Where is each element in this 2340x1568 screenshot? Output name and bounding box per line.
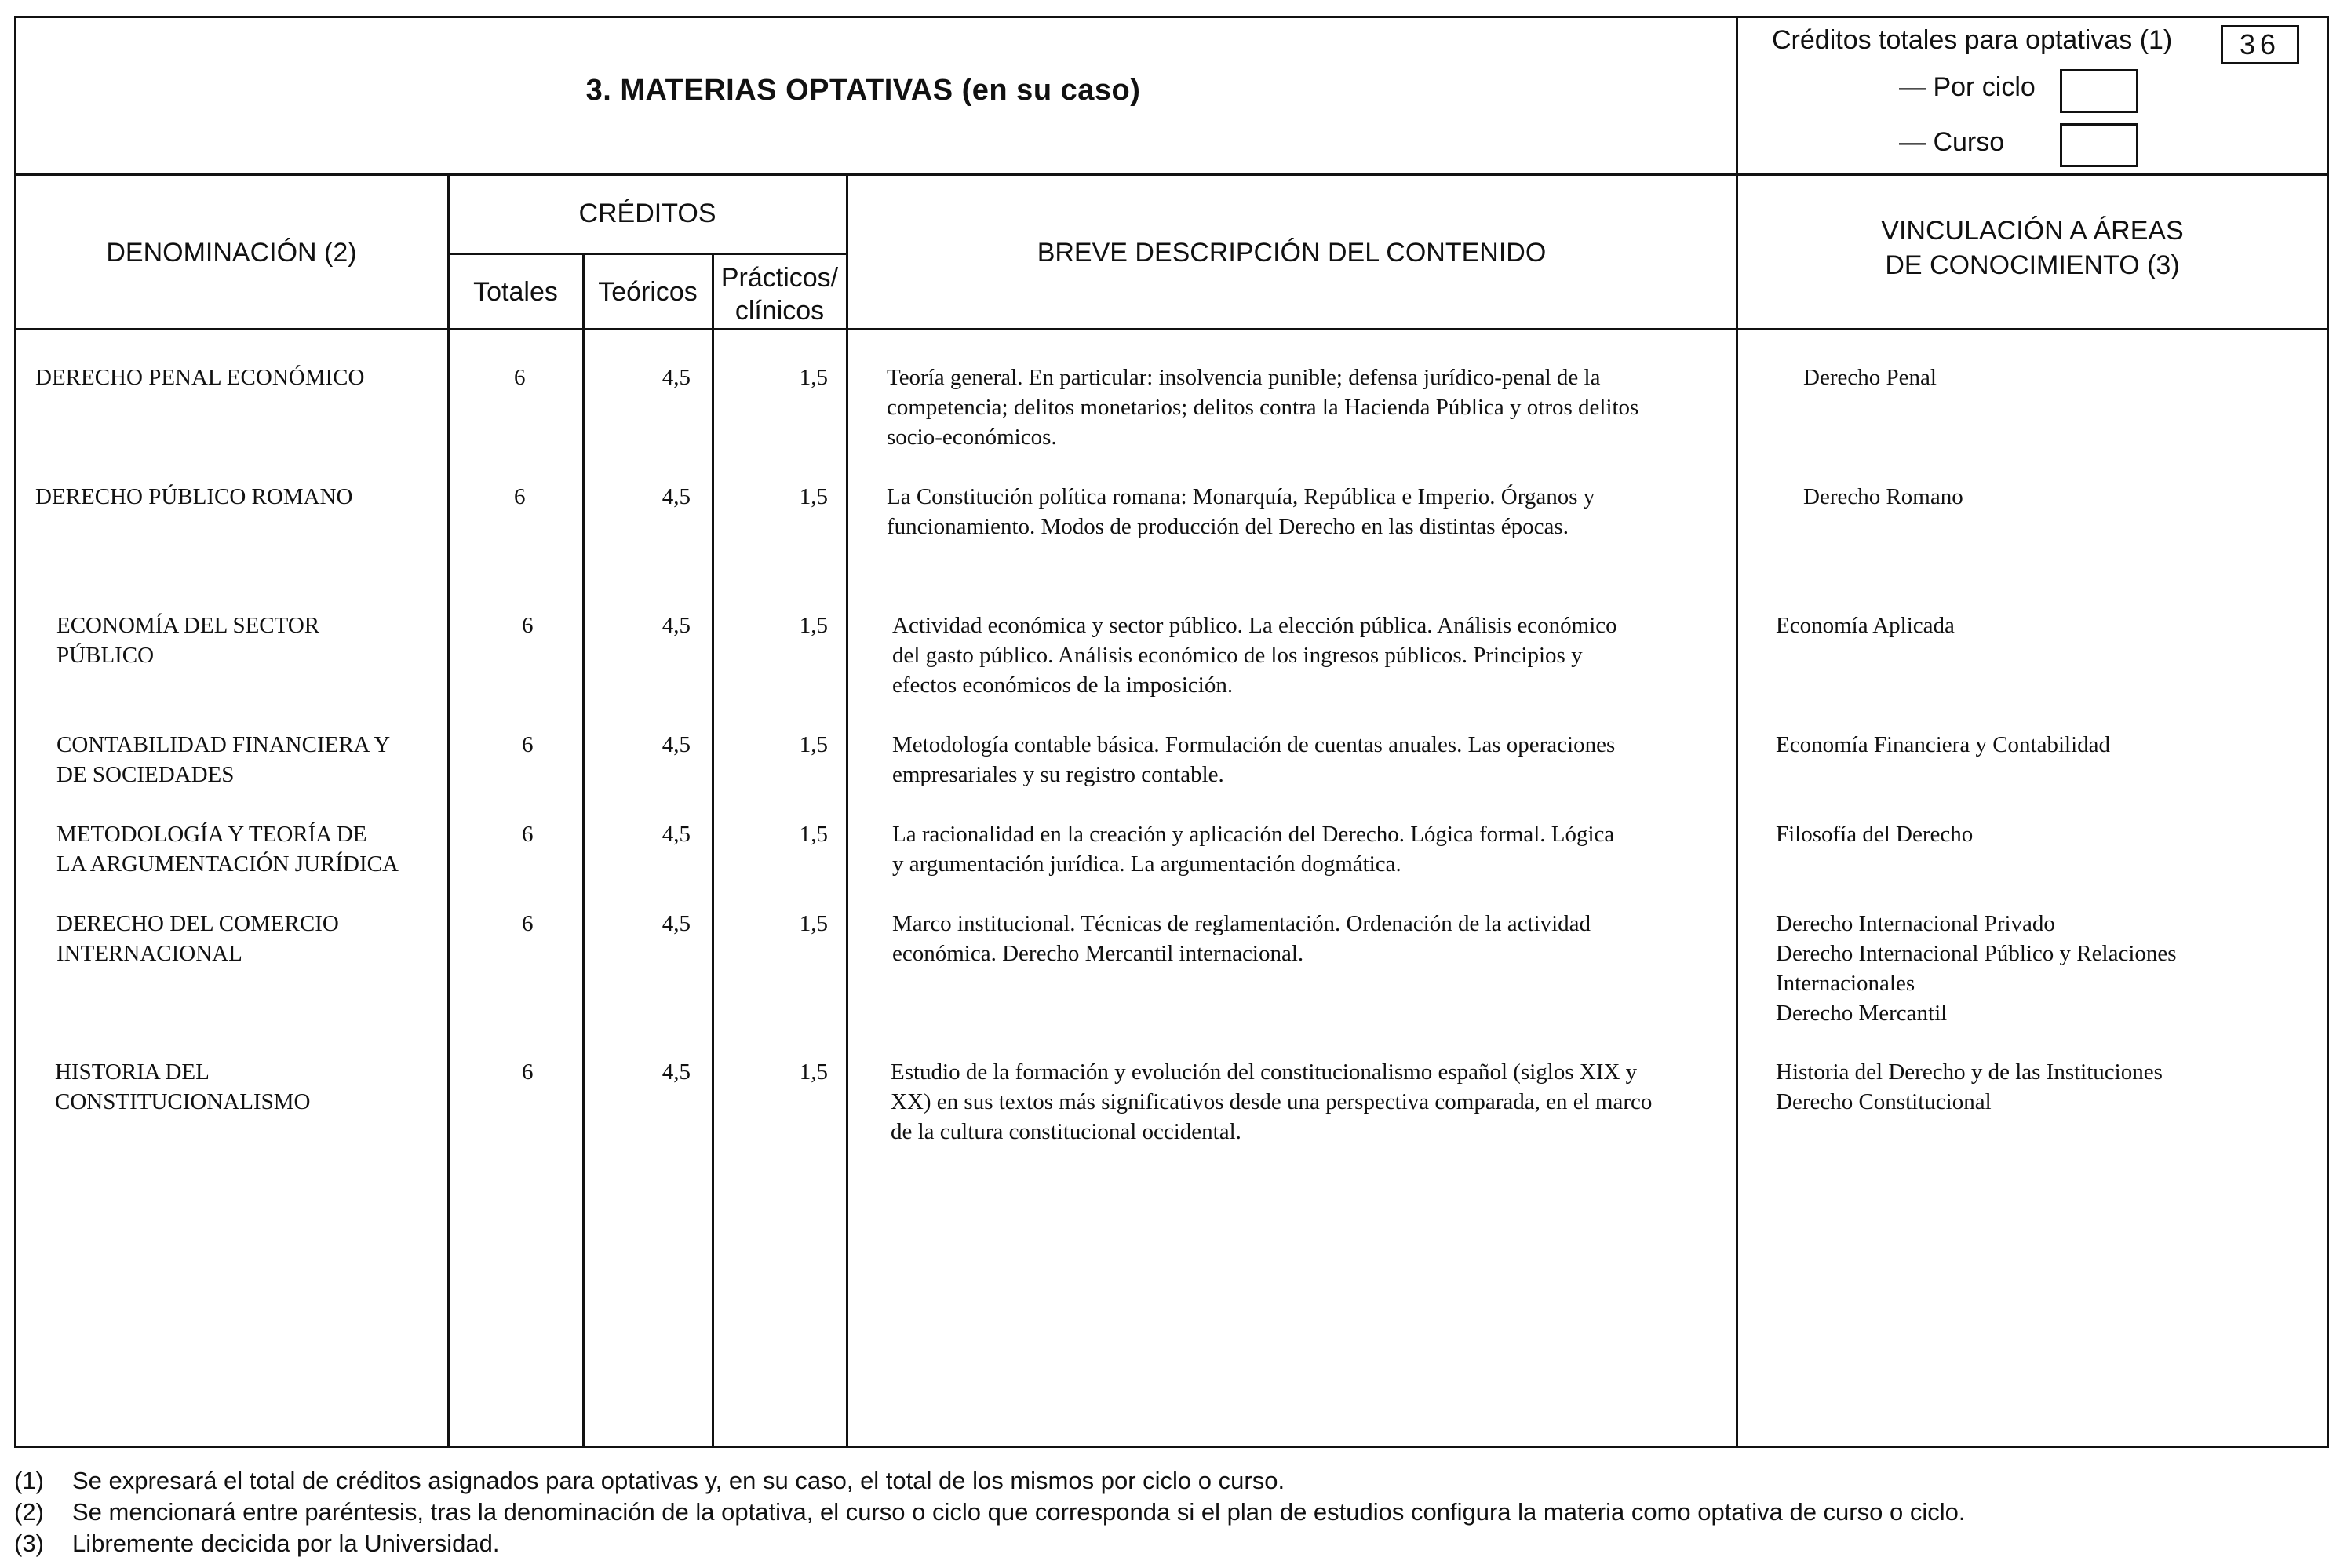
row-descripcion-line: y argumentación jurídica. La argumentación dogmática. xyxy=(892,851,1401,877)
row-descripcion-line: del gasto público. Análisis económico de los ingresos públicos. Principios y xyxy=(892,643,1583,668)
row-denominacion-line: PÚBLICO xyxy=(56,643,155,668)
footnote-text: Se expresará el total de créditos asignados para optativas y, en su caso, el total de los mismos por ciclo o curso. xyxy=(72,1467,1285,1494)
row-area-line: Derecho Internacional Privado xyxy=(1776,911,2055,936)
por-ciclo-box xyxy=(2060,69,2138,113)
row-areas xyxy=(1803,482,2337,512)
row-denominacion-line: CONSTITUCIONALISMO xyxy=(55,1089,311,1114)
row-totales: 6 xyxy=(522,1059,534,1085)
row-teoricos: 4,5 xyxy=(662,613,691,638)
row-descripcion xyxy=(892,819,1724,879)
row-descripcion-line: de la cultura constitucional occidental. xyxy=(891,1119,1241,1144)
row-denominacion-line: METODOLOGÍA Y TEORÍA DE xyxy=(56,822,367,847)
header-vinculacion xyxy=(1737,213,2327,283)
row-teoricos: 4,5 xyxy=(662,732,691,757)
row-denominacion-line: DERECHO DEL COMERCIO xyxy=(56,911,339,936)
row-area-line: Derecho Mercantil xyxy=(1776,1001,1948,1026)
creditos-totales-box xyxy=(2221,25,2299,64)
row-areas xyxy=(1776,611,2309,640)
row-practicos: 1,5 xyxy=(799,1059,828,1085)
row-practicos: 1,5 xyxy=(799,822,828,847)
curso-box xyxy=(2060,123,2138,167)
creditos-totales-value: 36 xyxy=(2239,28,2281,60)
row-descripcion-line: La racionalidad en la creación y aplicación del Derecho. Lógica formal. Lógica xyxy=(892,822,1615,847)
header-vinculacion-line2: DE CONOCIMIENTO (3) xyxy=(1885,250,2180,281)
header-vinculacion-line1: VINCULACIÓN A ÁREAS xyxy=(1881,216,2184,246)
row-descripcion-line: funcionamiento. Modos de producción del Derecho en las distintas épocas. xyxy=(887,514,1569,539)
row-denominacion-line: ECONOMÍA DEL SECTOR xyxy=(56,613,320,638)
row-area-line: Economía Financiera y Contabilidad xyxy=(1776,732,2111,757)
col-divider-1 xyxy=(447,173,450,1448)
por-ciclo-label: — Por ciclo xyxy=(1899,72,2036,102)
row-descripcion-line: XX) en sus textos más significativos desde una perspectiva comparada, en el marco xyxy=(891,1089,1653,1114)
footnote-text: Libremente decicida por la Universidad. xyxy=(72,1530,500,1557)
header-denominacion: DENOMINACIÓN (2) xyxy=(106,238,357,268)
header-teoricos: Teóricos xyxy=(598,277,698,307)
creditos-subheader-line xyxy=(447,253,846,255)
header-bottom-line xyxy=(14,173,2329,176)
row-denominacion-line: DERECHO PÚBLICO ROMANO xyxy=(35,484,353,509)
header-creditos: CRÉDITOS xyxy=(578,199,716,228)
row-denominacion xyxy=(56,730,465,789)
row-practicos: 1,5 xyxy=(799,911,828,936)
curso-label: — Curso xyxy=(1899,127,2005,157)
row-totales: 6 xyxy=(522,732,534,757)
row-descripcion xyxy=(892,730,1724,789)
row-descripcion-line: Marco institucional. Técnicas de reglamentación. Ordenación de la actividad xyxy=(892,911,1591,936)
page-title: 3. MATERIAS OPTATIVAS (en su caso) xyxy=(585,74,1141,107)
row-totales: 6 xyxy=(522,911,534,936)
row-practicos: 1,5 xyxy=(799,732,828,757)
col-divider-2 xyxy=(582,253,585,1448)
row-teoricos: 4,5 xyxy=(662,484,691,509)
row-denominacion xyxy=(56,909,465,968)
row-denominacion-line: INTERNACIONAL xyxy=(56,941,242,966)
col-divider-3 xyxy=(712,253,714,1448)
row-area-line: Derecho Internacional Público y Relaciones xyxy=(1776,941,2177,966)
row-areas xyxy=(1803,363,2337,392)
footnote-mark: (2) xyxy=(14,1498,44,1526)
row-descripcion-line: efectos económicos de la imposición. xyxy=(892,673,1234,698)
header-totales: Totales xyxy=(473,277,558,307)
row-area-line: Derecho Penal xyxy=(1803,365,1937,390)
row-totales: 6 xyxy=(522,822,534,847)
row-descripcion-line: Estudio de la formación y evolución del constitucionalismo español (siglos XIX y xyxy=(891,1059,1638,1085)
row-practicos: 1,5 xyxy=(799,484,828,509)
row-area-line: Internacionales xyxy=(1776,971,1915,996)
creditos-totales-label: Créditos totales para optativas (1) xyxy=(1772,25,2173,55)
row-denominacion-line: HISTORIA DEL xyxy=(55,1059,210,1085)
row-descripcion xyxy=(892,611,1724,700)
row-area-line: Economía Aplicada xyxy=(1776,613,1955,638)
row-descripcion-line: empresariales y su registro contable. xyxy=(892,762,1224,787)
row-descripcion xyxy=(887,482,1719,542)
footnote-mark: (1) xyxy=(14,1467,44,1494)
row-descripcion-line: competencia; delitos monetarios; delitos contra la Hacienda Pública y otros delitos xyxy=(887,395,1639,420)
row-descripcion-line: económica. Derecho Mercantil internacional. xyxy=(892,941,1304,966)
row-descripcion-line: La Constitución política romana: Monarquía, República e Imperio. Órganos y xyxy=(887,484,1595,509)
header-practicos-line1: Prácticos/ xyxy=(720,263,839,293)
row-teoricos: 4,5 xyxy=(662,1059,691,1085)
row-totales: 6 xyxy=(522,613,534,638)
row-totales: 6 xyxy=(514,484,526,509)
row-descripcion-line: socio-económicos. xyxy=(887,425,1057,450)
row-denominacion-line: CONTABILIDAD FINANCIERA Y xyxy=(56,732,391,757)
row-denominacion xyxy=(35,363,443,392)
row-descripcion-line: Teoría general. En particular: insolvencia punible; defensa jurídico-penal de la xyxy=(887,365,1601,390)
col-divider-4 xyxy=(846,173,848,1448)
row-denominacion xyxy=(56,819,465,879)
row-denominacion xyxy=(56,611,465,670)
row-area-line: Derecho Constitucional xyxy=(1776,1089,1992,1114)
row-teoricos: 4,5 xyxy=(662,822,691,847)
row-areas xyxy=(1776,909,2309,1028)
footnote-text: Se mencionará entre paréntesis, tras la denominación de la optativa, el curso o ciclo que corresponda si el plan de estudios configura la materia como optativa de curso o ciclo. xyxy=(72,1498,1966,1526)
row-descripcion-line: Metodología contable básica. Formulación de cuentas anuales. Las operaciones xyxy=(892,732,1616,757)
footnote-mark: (3) xyxy=(14,1530,44,1557)
row-areas xyxy=(1776,819,2309,849)
row-denominacion xyxy=(35,482,443,512)
row-practicos: 1,5 xyxy=(799,613,828,638)
row-area-line: Historia del Derecho y de las Instituciones xyxy=(1776,1059,2163,1085)
row-areas xyxy=(1776,1057,2309,1117)
row-practicos: 1,5 xyxy=(799,365,828,390)
row-descripcion xyxy=(887,363,1719,452)
row-totales: 6 xyxy=(514,365,526,390)
row-descripcion xyxy=(892,909,1724,968)
row-descripcion xyxy=(891,1057,1722,1147)
row-teoricos: 4,5 xyxy=(662,365,691,390)
row-teoricos: 4,5 xyxy=(662,911,691,936)
row-area-line: Derecho Romano xyxy=(1803,484,1963,509)
header-practicos xyxy=(713,261,846,327)
row-denominacion-line: DERECHO PENAL ECONÓMICO xyxy=(35,365,365,390)
row-denominacion-line: LA ARGUMENTACIÓN JURÍDICA xyxy=(56,851,399,877)
header-descripcion: BREVE DESCRIPCIÓN DEL CONTENIDO xyxy=(1037,238,1547,268)
row-descripcion-line: Actividad económica y sector público. La elección pública. Análisis económico xyxy=(892,613,1617,638)
row-denominacion xyxy=(55,1057,463,1117)
header-practicos-line2: clínicos xyxy=(734,296,825,326)
row-denominacion-line: DE SOCIEDADES xyxy=(56,762,235,787)
row-areas xyxy=(1776,730,2309,760)
column-header-bottom-line xyxy=(14,328,2329,330)
row-area-line: Filosofía del Derecho xyxy=(1776,822,1974,847)
